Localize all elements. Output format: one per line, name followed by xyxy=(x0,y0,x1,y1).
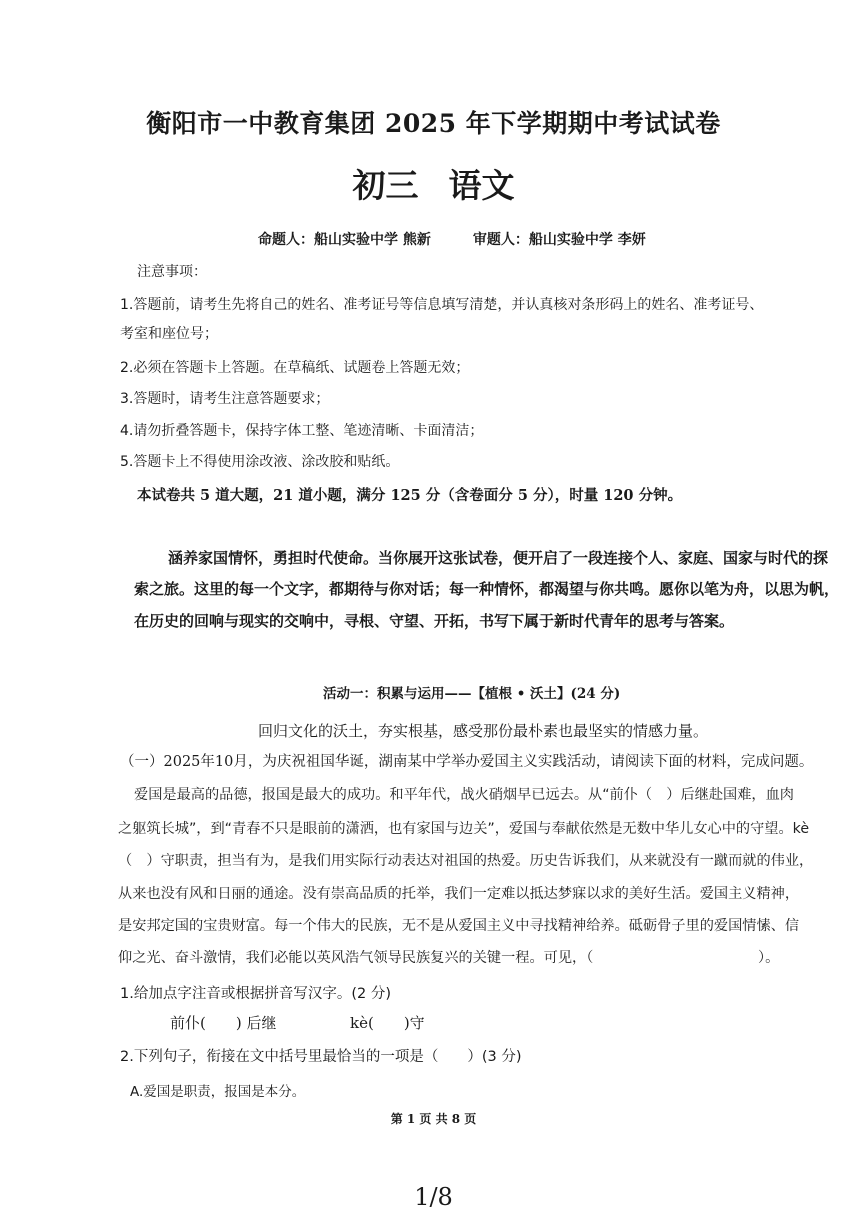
notice-item: 5.答题卡上不得使用涂改液、涂改胶和贴纸。 xyxy=(120,454,400,470)
notice-heading: 注意事项： xyxy=(137,264,207,280)
intro-line: 在历史的回响与现实的交响中，寻根、守望、开拓，书写下属于新时代青年的思考与答案。 xyxy=(134,612,735,630)
notice-item: 1.答题前，请考生先将自己的姓名、准考证号等信息填写清楚，并认真核对条形码上的姓名、准考证号、 xyxy=(120,297,764,313)
exam-title: 衡阳市一中教育集团 2025 年下学期期中考试试卷 xyxy=(146,109,721,138)
intro-line: 索之旅。这里的每一个文字，都期待与你对话；每一种情怀，都渴望与你共鸣。愿你以笔为舟，以思为帆， xyxy=(134,580,840,598)
exam-summary: 本试卷共 5 道大题，21 道小题，满分 125 分（含卷面分 5 分），时量 120 分钟。 xyxy=(137,487,683,504)
question-2: 2.下列句子，衔接在文中括号里最恰当的一项是（ ）(3 分) xyxy=(120,1049,522,1065)
intro-line: 涵养家国情怀，勇担时代使命。当你展开这张试卷，便开启了一段连接个人、家庭、国家与时代的探 xyxy=(168,549,829,567)
passage-line: 是安邦定国的宝贵财富。每一个伟大的民族，无不是从爱国主义中寻找精神给养。砥砺骨子里的爱国情愫、信 xyxy=(118,918,800,934)
page-number: 1/8 xyxy=(414,1183,453,1211)
passage-line: 爱国是最高的品德，报国是最大的成功。和平年代，战火硝烟早已远去。从“前仆（ ）后继赴国难，血肉 xyxy=(134,787,794,803)
subject-grade: 初三 xyxy=(352,166,419,205)
passage-line: （ ）守职责，担当有为，是我们用实际行动表达对祖国的热爱。历史告诉我们，从来就没有一蹴而就的伟业， xyxy=(118,853,814,869)
activity-subheading: 回归文化的沃土，夯实根基，感受那份最朴素也最坚实的情感力量。 xyxy=(258,722,709,740)
question-1-answer-a: 前仆( ) 后继 xyxy=(170,1014,277,1032)
author-line: 命题人：船山实验中学 熊新 xyxy=(258,232,431,248)
notice-item: 考室和座位号； xyxy=(120,326,218,342)
notice-item: 3.答题时，请考生注意答题要求； xyxy=(120,391,330,407)
question-1: 1.给加点字注音或根据拼音写汉字。(2 分) xyxy=(120,986,391,1002)
exam-authors xyxy=(258,229,646,249)
reviewer-line: 审题人：船山实验中学 李妍 xyxy=(472,232,646,248)
notice-item: 2.必须在答题卡上答题。在草稿纸、试题卷上答题无效； xyxy=(120,360,470,376)
question-1-answer-b: kè( )守 xyxy=(350,1014,425,1032)
exam-subject xyxy=(0,160,867,207)
part-one-instructions: （一）2025年10月，为庆祝祖国华诞，湖南某中学举办爱国主义实践活动，请阅读下面的材料，完成问题。 xyxy=(120,754,814,770)
question-2-option-a: A.爱国是职责，报国是本分。 xyxy=(130,1084,306,1100)
passage-blank-close: ）。 xyxy=(758,950,780,966)
notice-item: 4.请勿折叠答题卡，保持字体工整、笔迹清晰、卡面清洁； xyxy=(120,423,484,439)
subject-name: 语文 xyxy=(448,166,515,205)
passage-line: 从来也没有风和日丽的通途。没有崇高品质的托举，我们一定难以抵达梦寐以求的美好生活。爱国主义精神， xyxy=(118,886,800,902)
passage-line: 仰之光、奋斗激情，我们必能以英风浩气领导民族复兴的关键一程。可见，（ xyxy=(118,950,594,966)
page-footer: 第 1 页 共 8 页 xyxy=(390,1112,477,1126)
activity-heading: 活动一：积累与运用——【植根 • 沃土】(24 分) xyxy=(323,686,621,702)
passage-line: 之躯筑长城”，到“青春不只是眼前的潇洒，也有家国与边关”，爱国与奉献依然是无数中华儿女心中的守望。kè xyxy=(118,821,810,837)
